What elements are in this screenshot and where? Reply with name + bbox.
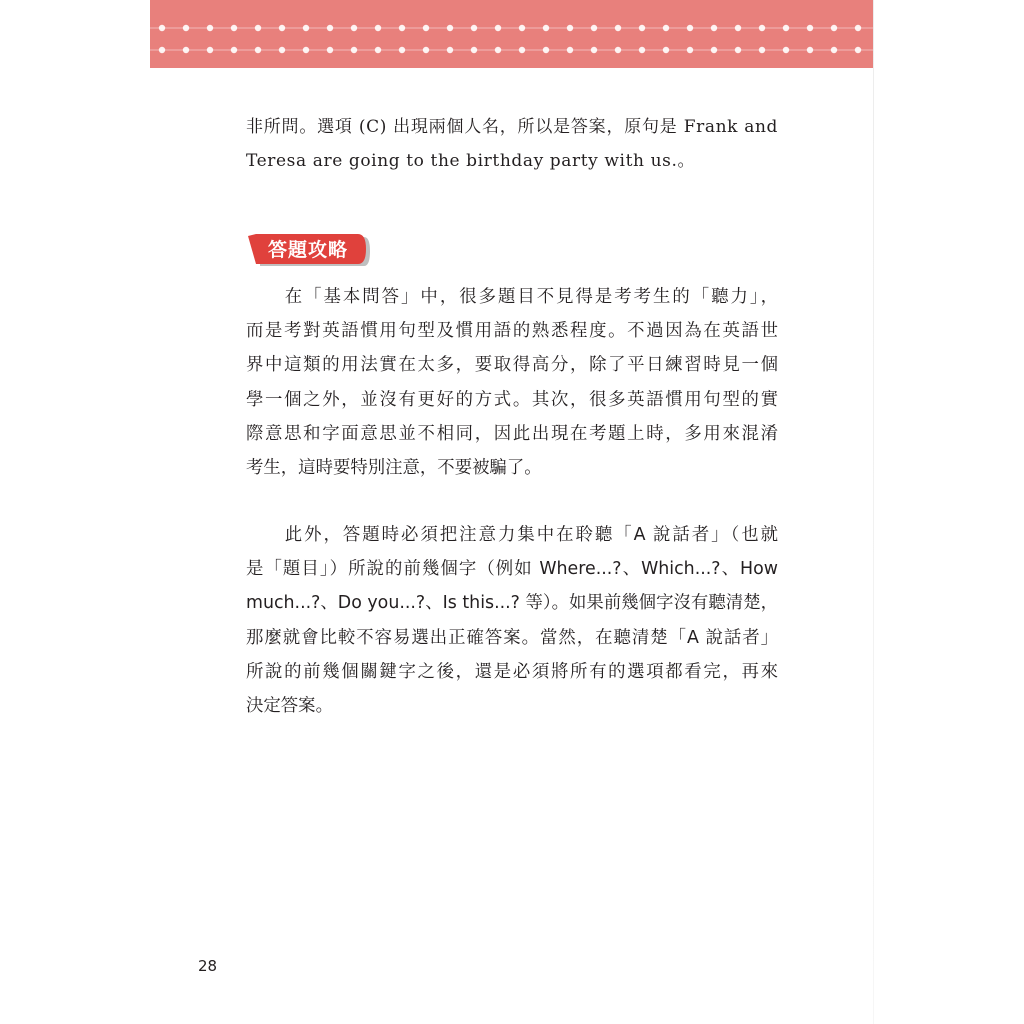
paragraph-1-line: 在「基本問答」中，很多題目不見得是考考生的「聽力」， — [246, 287, 778, 307]
header-dot — [759, 47, 765, 53]
paragraph-1-line: 考生，這時要特別注意，不要被騙了。 — [246, 458, 542, 479]
header-dot — [831, 47, 837, 53]
header-dot — [423, 25, 429, 31]
header-dot — [183, 25, 189, 31]
header-dot — [543, 25, 549, 31]
header-dot — [447, 47, 453, 53]
header-dot — [759, 25, 765, 31]
header-dot — [159, 25, 165, 31]
header-dot — [735, 25, 741, 31]
header-dot — [663, 25, 669, 31]
header-dot — [615, 25, 621, 31]
header-dot — [423, 47, 429, 53]
header-dot — [375, 25, 381, 31]
paragraph-2-line: 所說的前幾個關鍵字之後，還是必須將所有的選項都看完，再來 — [246, 661, 778, 682]
header-dot — [159, 47, 165, 53]
header-dot — [567, 25, 573, 31]
paragraph-2-line: 是「題目」）所說的前幾個字（例如 Where...?、Which...?、How — [246, 559, 778, 580]
header-dot — [639, 47, 645, 53]
paragraph-1 — [246, 280, 778, 485]
header-dot — [399, 47, 405, 53]
header-dot — [783, 47, 789, 53]
header-dot — [207, 25, 213, 31]
section-tag-label: 答題攻略 — [268, 239, 349, 261]
page-edge-shadow — [873, 0, 874, 1024]
header-dot-pattern — [150, 0, 874, 68]
header-dot — [519, 25, 525, 31]
paragraph-2-line: 決定答案。 — [246, 696, 333, 717]
paragraph-2-line: 此外，答題時必須把注意力集中在聆聽「A 說話者」（也就 — [246, 525, 778, 545]
header-dot — [303, 47, 309, 53]
top-paragraph-line-1: 非所問。選項 (C) 出現兩個人名，所以是答案，原句是 Frank and — [246, 117, 778, 137]
header-dot — [183, 47, 189, 53]
top-paragraph — [246, 110, 778, 178]
header-dot — [663, 47, 669, 53]
header-dot — [831, 25, 837, 31]
header-dot — [567, 47, 573, 53]
header-dot — [207, 47, 213, 53]
paragraph-1-line: 而是考對英語慣用句型及慣用語的熟悉程度。不過因為在英語世 — [246, 321, 778, 342]
header-dot — [375, 47, 381, 53]
header-dot — [399, 25, 405, 31]
header-dot — [783, 25, 789, 31]
paragraph-2-line: much...?、Do you...?、Is this...? 等）。如果前幾個字沒有聽清楚， — [246, 593, 778, 614]
header-dot — [711, 25, 717, 31]
header-dot — [255, 47, 261, 53]
header-dot — [279, 25, 285, 31]
header-dot — [279, 47, 285, 53]
header-dot — [591, 47, 597, 53]
header-dot — [687, 47, 693, 53]
paragraph-1-line: 際意思和字面意思並不相同，因此出現在考題上時，多用來混淆 — [246, 423, 778, 444]
header-dot — [735, 47, 741, 53]
header-dot — [591, 25, 597, 31]
header-dot — [327, 47, 333, 53]
header-dot — [447, 25, 453, 31]
header-dot — [495, 47, 501, 53]
paragraph-1-line: 學一個之外，並沒有更好的方式。其次，很多英語慣用句型的實 — [246, 389, 778, 410]
header-dot — [855, 25, 861, 31]
header-dot — [255, 25, 261, 31]
header-dot — [807, 25, 813, 31]
header-dot — [471, 47, 477, 53]
header-dot — [519, 47, 525, 53]
header-dot — [231, 47, 237, 53]
section-tag — [246, 234, 370, 266]
page-number: 28 — [198, 957, 218, 975]
header-dot — [543, 47, 549, 53]
header-dot — [231, 25, 237, 31]
book-page — [150, 0, 874, 1024]
header-dot — [711, 47, 717, 53]
decorative-header-band — [150, 0, 874, 68]
header-dot — [807, 47, 813, 53]
paragraph-1-line: 界中這類的用法實在太多，要取得高分，除了平日練習時見一個 — [246, 355, 778, 376]
header-dot — [351, 25, 357, 31]
header-dot — [327, 25, 333, 31]
paragraph-2-line: 那麼就會比較不容易選出正確答案。當然，在聽清楚「A 說話者」 — [246, 627, 778, 648]
top-paragraph-line-2: Teresa are going to the birthday party with us.。 — [246, 151, 696, 171]
header-dot — [639, 25, 645, 31]
paragraph-2 — [246, 518, 778, 723]
header-dot — [351, 47, 357, 53]
header-dot — [615, 47, 621, 53]
header-dot — [495, 25, 501, 31]
header-dot — [855, 47, 861, 53]
header-dot — [687, 25, 693, 31]
header-dot — [303, 25, 309, 31]
header-dot — [471, 25, 477, 31]
